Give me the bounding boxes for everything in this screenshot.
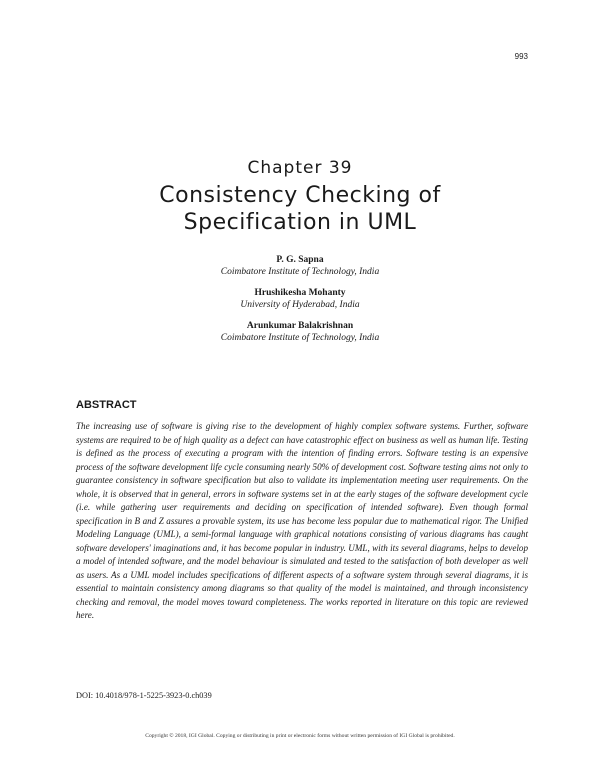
abstract-text: The increasing use of software is giving rise to the development of highly complex software systems. Further, software systems are required to be of high quality as a defect can have catastrophic effect on business as well as human life. Testing is defined as the process of executing a program with the intention of finding errors. Software testing is an expensive process of the software development life cycle consuming nearly 50% of development cost. Software testing aims not only to guarantee consistency in software specification but also to validate its implementation meeting user requirements. On the whole, it is observed that in general, errors in software systems set in at the early stages of the software development cycle (i.e. while gathering user requirements and deciding on specification of intended software). Even though formal specification in B and Z assures a provable system, its use has become less popular due to mathematical rigor. The Unified Modeling Language (UML), a semi-formal language with graphical notations consisting of various diagrams has caught software developers' imaginations and, it has become popular in industry. UML, with its several diagrams, helps to develop a model of intended software, and the model behaviour is simulated and tested to the satisfaction of both developer as well as users. As a UML model includes specifications of different aspects of a software system through several diagrams, it is essential to maintain consistency among diagrams so that quality of the model is maintained, and through inconsistency checking and removal, the model moves toward completeness. The works reported in literature on this topic are reviewed here. — [76, 421, 528, 620]
author-block — [0, 320, 600, 344]
author-list — [0, 254, 600, 353]
author-affiliation: Coimbatore Institute of Technology, India — [220, 267, 380, 277]
chapter-title-line-2: Specification in UML — [183, 210, 417, 235]
chapter-label: Chapter 39 — [247, 158, 353, 178]
chapter-title — [0, 182, 600, 236]
author-name: Arunkumar Balakrishnan — [246, 321, 354, 331]
chapter-title-line-1: Consistency Checking of — [159, 183, 441, 208]
doi-line: DOI: 10.4018/978-1-5225-3923-0.ch039 — [76, 691, 212, 700]
page-number: 993 — [514, 52, 528, 61]
author-block — [0, 254, 600, 278]
author-block — [0, 287, 600, 311]
copyright-notice: Copyright © 2018, IGI Global. Copying or distributing in print or electronic forms without written permission of IGI Global is prohibited. — [145, 733, 455, 739]
author-name: Hrushikesha Mohanty — [254, 288, 346, 298]
author-name: P. G. Sapna — [276, 255, 324, 265]
author-affiliation: University of Hyderabad, India — [240, 300, 360, 310]
abstract-heading: ABSTRACT — [76, 399, 137, 411]
author-affiliation: Coimbatore Institute of Technology, India — [220, 333, 380, 343]
